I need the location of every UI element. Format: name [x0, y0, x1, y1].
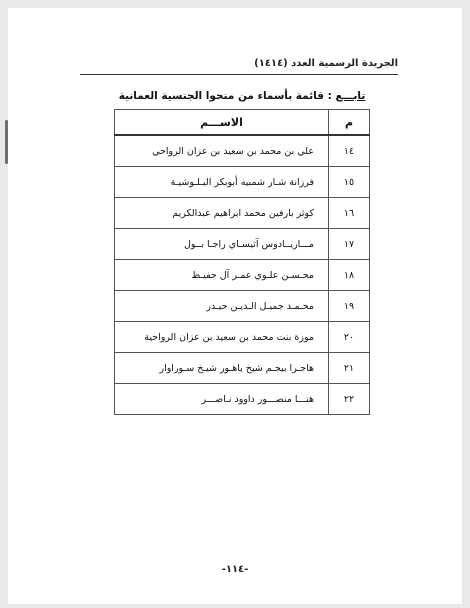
table-row	[115, 198, 370, 229]
row-name: علي بن محمد بن سعيد بن عزان الرواحي	[115, 135, 329, 167]
list-title	[114, 90, 370, 102]
row-number: ١٥	[329, 167, 370, 198]
table-row	[115, 322, 370, 353]
gazette-header: الجريدة الرسمية العدد (١٤١٤)	[254, 58, 398, 69]
table-header-row	[115, 110, 370, 136]
table-row	[115, 167, 370, 198]
page-number: -١١٤-	[221, 564, 249, 575]
row-name: محـمـد جميـل الـديـن حيـدر	[115, 291, 329, 322]
row-name: هاجـرا بيجـم شيخ ياهـور شيـخ سـوراوار	[115, 353, 329, 384]
names-table	[114, 109, 370, 415]
row-name: فرزانة شـار شمبيه أبوبكر البـلـوشيـة	[115, 167, 329, 198]
row-number: ١٨	[329, 260, 370, 291]
column-header-number: م	[329, 110, 370, 136]
document-page	[8, 8, 462, 604]
table-row	[115, 135, 370, 167]
table-row	[115, 260, 370, 291]
row-name: موزة بنت محمد بن سعيد بن عزان الرواحية	[115, 322, 329, 353]
row-name: هنـــا منصـــور داوود نـاصـــر	[115, 384, 329, 415]
table-row	[115, 384, 370, 415]
row-number: ١٩	[329, 291, 370, 322]
row-name: كوثر بارفين محمد ابراهيم عبدالكريم	[115, 198, 329, 229]
row-name: محـسـن علـوي عمـر آل حفيـظ	[115, 260, 329, 291]
row-name: مـــاريــادوس آثيسـاي راجـا بــول	[115, 229, 329, 260]
table-row	[115, 291, 370, 322]
column-header-name: الاســـم	[115, 110, 329, 136]
table-row	[115, 229, 370, 260]
list-title-text: : قائمة بأسماء من منحوا الجنسية العمانية	[118, 90, 332, 102]
list-title-prefix: تابـــع	[335, 90, 366, 102]
row-number: ٢١	[329, 353, 370, 384]
row-number: ١٤	[329, 135, 370, 167]
row-number: ٢٠	[329, 322, 370, 353]
row-number: ١٦	[329, 198, 370, 229]
row-number: ١٧	[329, 229, 370, 260]
header-divider	[80, 74, 398, 75]
row-number: ٢٢	[329, 384, 370, 415]
table-row	[115, 353, 370, 384]
scrollbar-thumb[interactable]	[5, 120, 8, 164]
